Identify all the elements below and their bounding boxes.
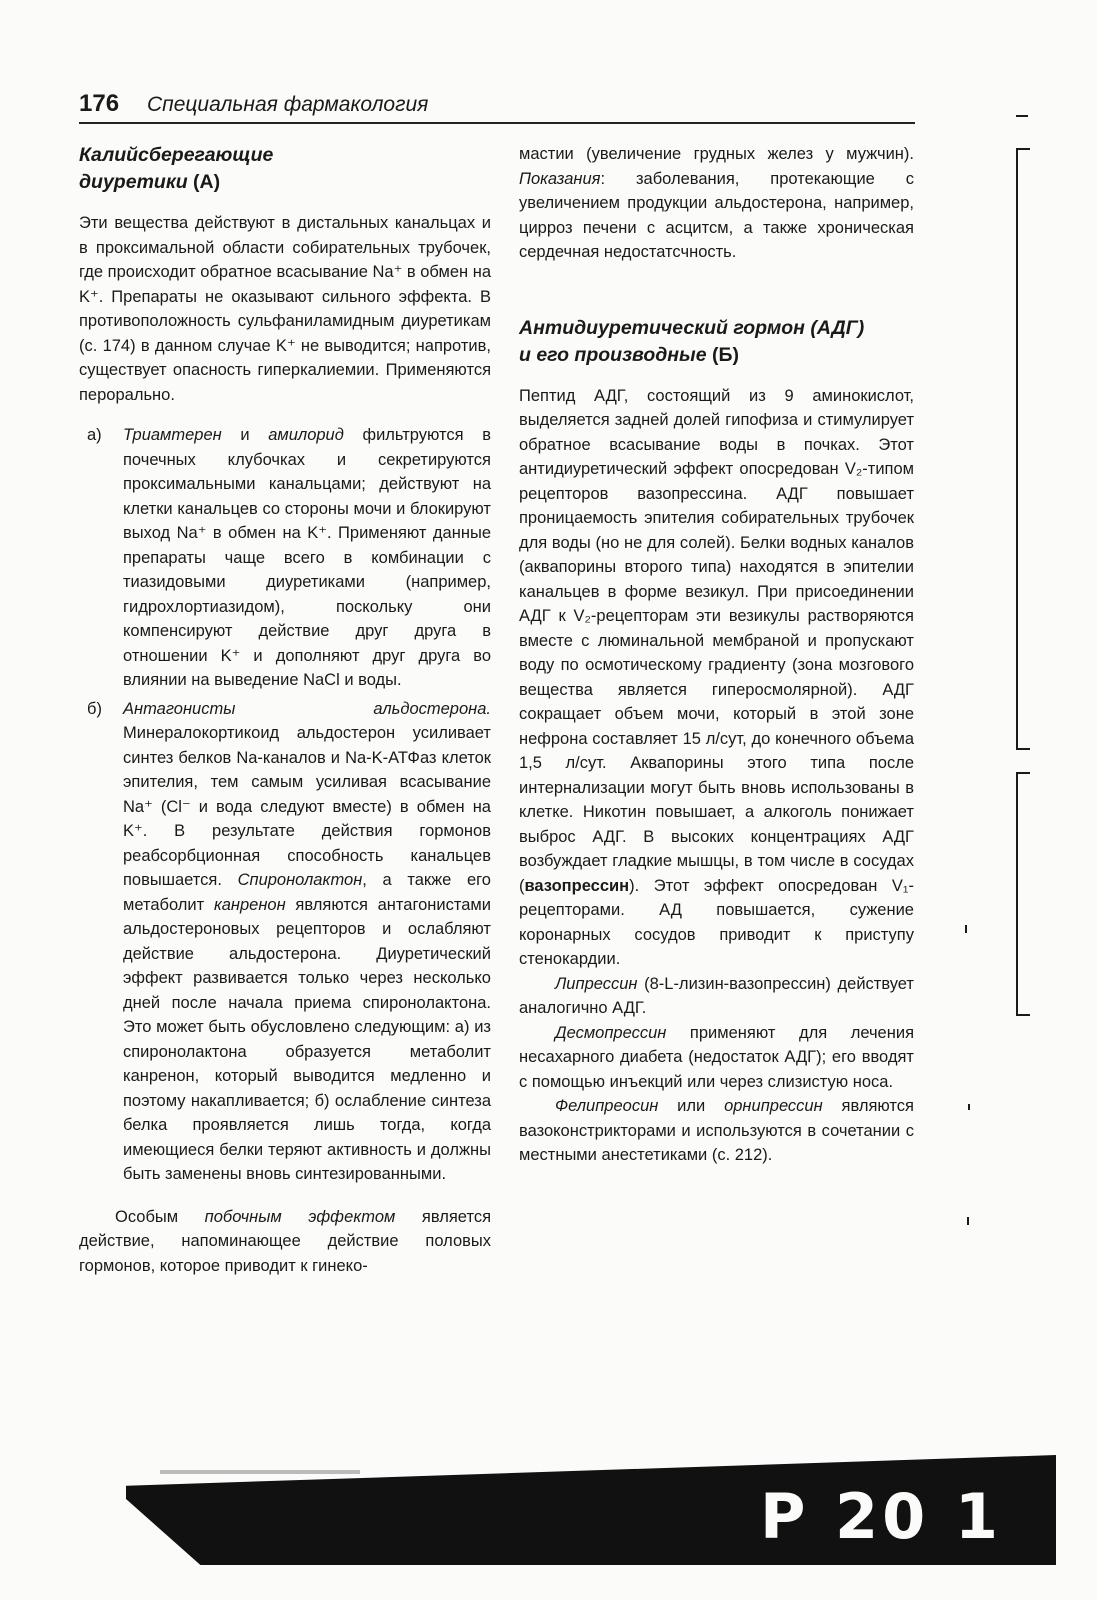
scan-strip xyxy=(160,1470,360,1474)
intro-paragraph: Эти вещества действуют в дистальных канальцах и в проксимальной области собирательных трубочек, где происходит обратное всасывание Na⁺ в обмен на K⁺. Препараты не оказывают сильного эффекта. В противоположность сульфаниламидным диуретикам (с. 174) в данном случае K⁺ не выводится; напротив, существует опасность гиперкалиемии. Применяются перорально. xyxy=(79,214,491,404)
desmopressin-paragraph: Десмопрессин применяют для лечения несахарного диабета (недостаток АДГ); его вводят с помощью инъекций или через слизистую носа. xyxy=(519,1023,914,1091)
felypressin-paragraph: Фелипреосин или орнипрессин являются вазоконстрикторами и используются в сочетании с местными анестетиками (с. 212). xyxy=(519,1097,914,1164)
scan-code: P 20 1 xyxy=(760,1480,1003,1553)
margin-bracket-1-top xyxy=(1016,148,1030,150)
margin-dot-1 xyxy=(965,925,967,933)
list-item-b: б) Антагонисты альдостерона. Минералокортикоид альдостерон усиливает синтез белков Na-каналов и Na-K-АТФаз клеток эпителия, тем самым усиливая всасывание Na⁺ (Cl⁻ и вода следуют вместе) в обмен на K⁺. В результате действия гормонов реабсорбционная способность канальцев повышается. Спиронолактон, а также его метаболит канренон являются антагонистами альдостероновых рецепторов и ослабляют действие альдостерона. Диуретический эффект развивается только через несколько дней после начала приема спиронолактона. Это может быть обусловлено следующим: а) из спиронолактона образуется метаболит канренон, который выводится медленно и поэтому накапливается; б) ослабление синтеза белка проявляется лишь тогда, когда имеющиеся белки теряют активность и должны быть заменены вновь синтезированными. xyxy=(87,699,491,1183)
page-number: 176 xyxy=(79,90,120,117)
running-header xyxy=(79,88,915,124)
list-item-a: а) Триамтерен и амилорид фильтруются в почечных клубочках и секретируются проксимальными канальцами; действуют на клетки канальцев со стороны мочи и блокируют выход Na⁺ в обмен на K⁺. Применяют данные препараты чаще всего в комбинации с тиазидовыми диуретиками (например, гидрохлортиазидом), поскольку они компенсируют действие друг друга в отношении K⁺ и дополняют друг друга во влиянии на выведение NaCl и воды. xyxy=(87,426,491,689)
lypressin-paragraph: Липрессин (8-L-лизин-вазопрессин) действует аналогично АДГ. xyxy=(519,974,914,1017)
margin-bracket-2-top xyxy=(1016,772,1030,774)
adh-paragraph: Пептид АДГ, состоящий из 9 аминокислот, выделяется задней долей гипофиза и стимулирует обратное всасывание воды в почках. Этот антидиуретический эффект опосредован V₂-типом рецепторов вазопрессина. АДГ повышает проницаемость эпителия собирательных трубочек для воды (но не для солей). Белки водных каналов (аквапорины второго типа) находятся в эпителии канальцев в форме везикул. При присоединении АДГ к V₂-рецепторам эти везикулы растворяются вместе с люминальной мембраной и пропускают воду по осмотическому градиенту (зона мозгового вещества является гиперосмолярной). АДГ сокращает объем мочи, который в этой зоне нефрона составляет 15 л/сут, до конечного объема 1,5 л/сут. Аквапорины этого типа после интернализации могут быть вновь использованы в клетке. Никотин повышает, а алкоголь понижает выброс АДГ. В высоких концентрациях АДГ возбуждает гладкие мышцы, в том числе в сосудах (вазопрессин). Этот эффект опосредован V₁-рецепторами. АД повышается, сужение коронарных сосудов приводит к приступу стенокардии. xyxy=(519,386,914,968)
left-column xyxy=(79,142,491,1278)
margin-bracket-1-bottom xyxy=(1016,748,1030,750)
margin-bracket-1-line xyxy=(1016,148,1018,750)
margin-bracket-2-bottom xyxy=(1016,1014,1030,1016)
side-effect-paragraph: Особым побочным эффектом является действие, напоминающее действие половых гормонов, которое приводит к гинеко- xyxy=(79,1207,491,1275)
right-column xyxy=(519,142,914,1168)
margin-dot-3 xyxy=(967,1217,969,1225)
margin-dot-2 xyxy=(968,1104,970,1110)
section-heading-adh: Антидиуретический гормон (АДГ) и его производные (Б) xyxy=(519,316,865,366)
continuation-paragraph: мастии (увеличение грудных желез у мужчин). Показания: заболевания, протекающие с увеличением продукции альдостерона, например, цирроз печени с асцитсм, а также хроническая сердечная недостатсчность. xyxy=(519,145,914,261)
running-title: Специальная фармакология xyxy=(147,93,429,116)
margin-bracket-2-line xyxy=(1016,772,1018,1016)
margin-mark-top xyxy=(1016,115,1028,117)
section-heading-potassium-sparing: Калийсберегающие диуретики (А) xyxy=(79,144,274,193)
